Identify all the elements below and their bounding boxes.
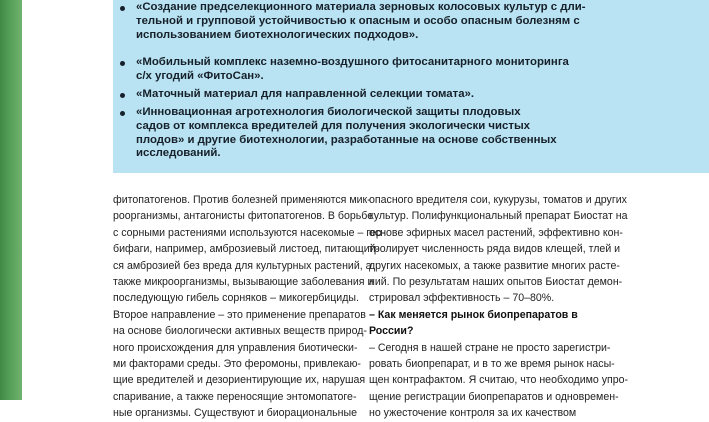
projects-info-box xyxy=(113,0,709,173)
bullet-item xyxy=(113,88,653,102)
article-line: с сорными растениями используются насекомые – гер- xyxy=(113,226,386,239)
article-line: ми факторами среды. Это феромоны, привлекаю- xyxy=(113,358,361,371)
article-line: культур. Полифункциональный препарат Биостат на xyxy=(369,210,628,223)
bullet-dot-icon xyxy=(120,111,125,116)
article-line: также микроорганизмы, вызывающие заболевания и xyxy=(113,276,374,289)
article-line: ся амброзией без вреда для культурных растений, а xyxy=(113,259,372,272)
article-line: ровать биопрепарат, и в то же время рынок насы- xyxy=(369,358,615,371)
article-line: ний. По результатам наших опытов Биостат демон- xyxy=(369,276,623,289)
bullet-line: с/х угодий «ФитоСан». xyxy=(136,69,264,82)
article-line: тролирует численность ряда видов клещей, тлей и xyxy=(369,243,621,256)
bullet-item xyxy=(113,1,653,42)
article-line: щен контрафактом. Я считаю, что необходимо упро- xyxy=(369,374,629,387)
article-line: бифаги, например, амброзиевый листоед, питающий- xyxy=(113,243,380,256)
article-line: опасного вредителя сои, кукурузы, томатов и других xyxy=(369,194,627,206)
decorative-green-strip xyxy=(0,0,22,400)
interview-question: России? xyxy=(369,325,414,338)
bullet-dot-icon xyxy=(120,61,125,66)
article-right-column xyxy=(369,192,635,422)
article-line: но ужесточение контроля за их качеством xyxy=(369,407,577,420)
article-line: щение регистрации биопрепаратов и одновремен- xyxy=(369,390,619,403)
article-line: фитопатогенов. Против болезней применяются мик- xyxy=(113,194,371,206)
article-line: основе эфирных масел растений, эффективно кон- xyxy=(369,226,623,239)
article-line: ные организмы. Существуют и биорациональные xyxy=(113,407,357,420)
article-line: ного происхождения для управления биотически- xyxy=(113,341,358,354)
bullet-line: использованием биотехнологических подходов». xyxy=(136,28,419,41)
article-line: последующую гибель сорняков – микогербициды. xyxy=(113,292,359,305)
bullet-line: исследований. xyxy=(136,147,221,160)
bullet-line: «Создание предселекционного материала зерновых колосовых культур с дли- xyxy=(136,1,586,13)
bullet-line: «Инновационная агротехнология биологической защиты плодовых xyxy=(136,106,521,118)
bullet-item xyxy=(113,56,653,84)
interview-question: – Как меняется рынок биопрепаратов в xyxy=(369,308,578,321)
article-line: роорганизмы, антагонисты фитопатогенов. В борьбе xyxy=(113,210,374,223)
article-line: Второе направление – это применение препаратов xyxy=(113,308,366,321)
bullet-line: «Маточный материал для направленной селекции томата». xyxy=(136,88,475,100)
bullet-dot-icon xyxy=(120,6,125,11)
bullet-line: плодов» и другие биотехнологии, разработанные на основе собственных xyxy=(136,133,557,146)
bullet-dot-icon xyxy=(120,93,125,98)
article-line: щие вредителей и дезориентирующие их, нарушая xyxy=(113,374,366,387)
article-line: на основе биологически активных веществ природ- xyxy=(113,325,367,338)
bullet-line: «Мобильный комплекс наземно-воздушного фитосанитарного мониторинга xyxy=(136,56,569,68)
article-line: других насекомых, а также развитие многих расте- xyxy=(369,259,620,272)
bullet-item xyxy=(113,106,653,161)
article-line: стрировал эффективность – 70–80%. xyxy=(369,292,555,305)
article-left-column xyxy=(113,192,386,422)
article-line: спаривание, а также переносящие энтомопатоге- xyxy=(113,390,357,403)
bullet-line: тельной и групповой устойчивостью к опасным и особо опасным болезням с xyxy=(136,14,580,27)
bullet-line: садов от комплекса вредителей для получения экологически чистых xyxy=(136,119,531,132)
article-line: – Сегодня в нашей стране не просто зарегистри- xyxy=(369,341,611,354)
